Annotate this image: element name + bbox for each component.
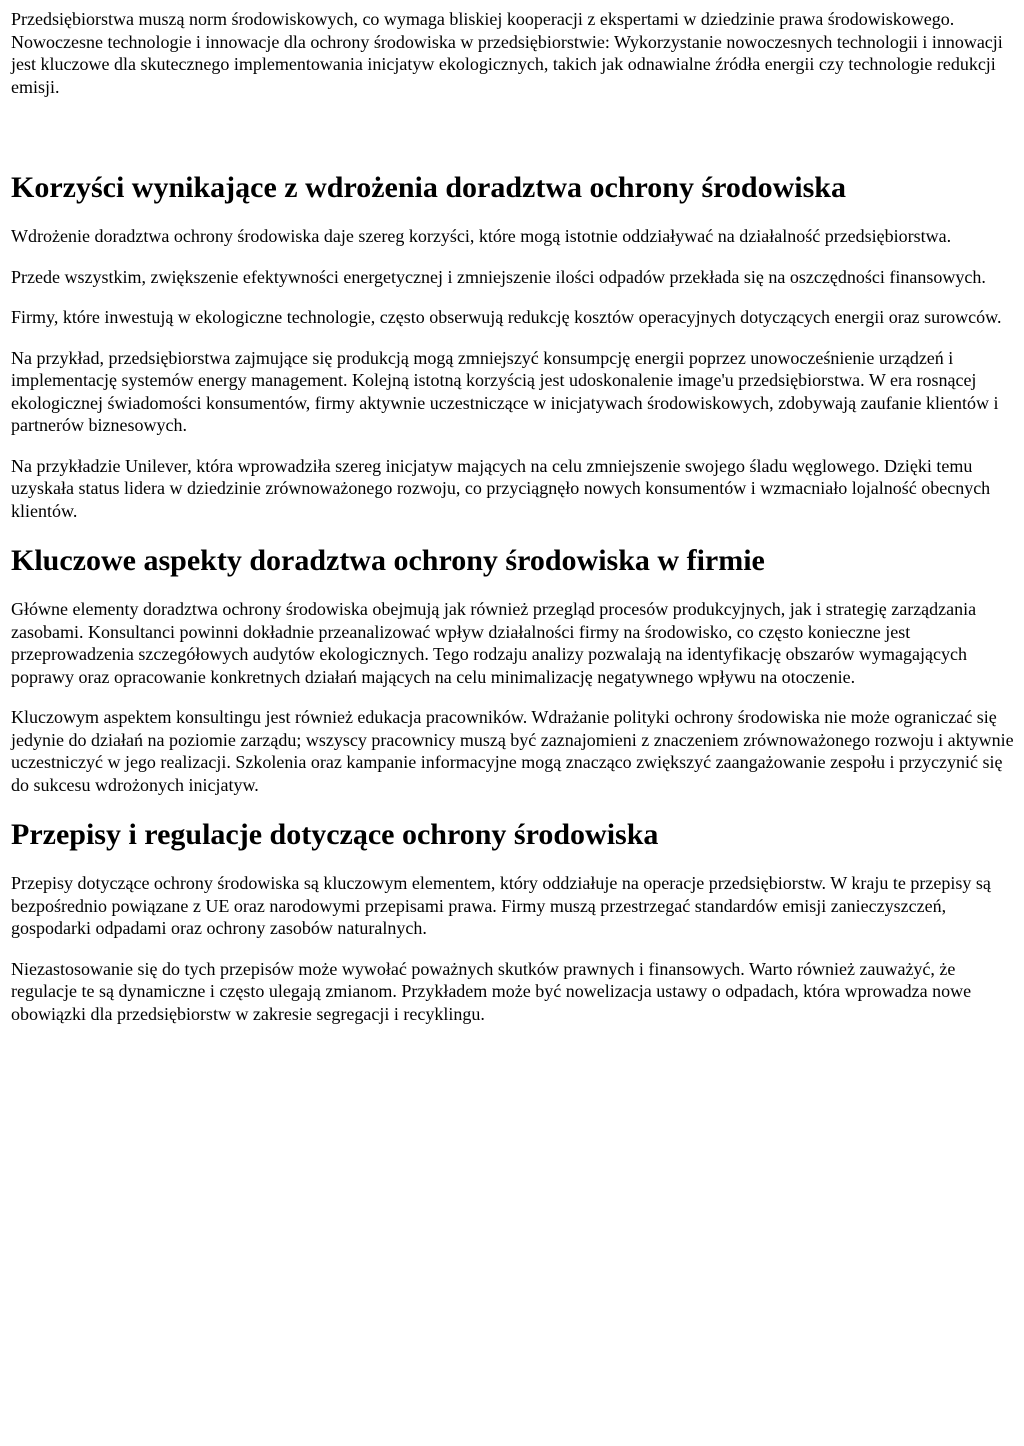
section-key-aspects [11,544,1014,796]
intro-paragraph: Przedsiębiorstwa muszą norm środowiskowych, co wymaga bliskiej kooperacji z ekspertami w dziedzinie prawa środowiskowego. Nowoczesne technologie i innowacje dla ochrony środowiska w przedsiębiorstwie: Wykorzystanie nowoczesnych technologii i innowacji jest kluczowe dla skutecznego implementowania inicjatyw ekologicznych, takich jak odnawialne źródła energii czy technologie redukcji emisji. [11,9,1003,97]
paragraph: Główne elementy doradztwa ochrony środowiska obejmują jak również przegląd procesów produkcyjnych, jak i strategię zarządzania zasobami. Konsultanci powinni dokładnie przeanalizować wpływ działalności firmy na środowisko, co często konieczne jest przeprowadzenia szczegółowych audytów ekologicznych. Tego rodzaju analizy pozwalają na identyfikację obszarów wymagających poprawy oraz opracowanie konkretnych działań mających na celu minimalizację negatywnego wpływu na otoczenie. [11,599,977,687]
paragraph: Na przykładzie Unilever, która wprowadziła szereg inicjatyw mających na celu zmniejszenie swojego śladu węglowego. Dzięki temu uzyskała status lidera w dziedzinie zrównoważonego rozwoju, co przyciągnęło nowych konsumentów i wzmacniało lojalność obecnych klientów. [11,455,991,521]
paragraph: Wdrożenie doradztwa ochrony środowiska daje szereg korzyści, które mogą istotnie oddziaływać na działalność przedsiębiorstwa. [11,226,952,246]
paragraph: Firmy, które inwestują w ekologiczne technologie, często obserwują redukcję kosztów operacyjnych dotyczących energii oraz surowców. [11,307,1002,327]
spacer [11,98,1014,171]
section-heading: Korzyści wynikające z wdrożenia doradztwa ochrony środowiska [11,171,846,204]
section-heading: Przepisy i regulacje dotyczące ochrony środowiska [11,818,659,851]
paragraph: Niezastosowanie się do tych przepisów może wywołać poważnych skutków prawnych i finansowych. Warto również zauważyć, że regulacje te są dynamiczne i często ulegają zmianom. Przykładem może być nowelizacja ustawy o odpadach, która wprowadza nowe obowiązki dla przedsiębiorstw w zakresie segregacji i recyklingu. [11,958,972,1024]
section-benefits [11,171,1014,522]
paragraph: Na przykład, przedsiębiorstwa zajmujące się produkcją mogą zmniejszyć konsumpcję energii poprzez unowocześnienie urządzeń i implementację systemów energy management. Kolejną istotną korzyścią jest udoskonalenie image'u przedsiębiorstwa. W era rosnącej ekologicznej świadomości konsumentów, firmy aktywnie uczestniczące w inicjatywach środowiskowych, zdobywają zaufanie klientów i partnerów biznesowych. [11,347,999,435]
paragraph: Przepisy dotyczące ochrony środowiska są kluczowym elementem, który oddziałuje na operacje przedsiębiorstw. W kraju te przepisy są bezpośrednio powiązane z UE oraz narodowymi przepisami prawa. Firmy muszą przestrzegać standardów emisji zanieczyszczeń, gospodarki odpadami oraz ochrony zasobów naturalnych. [11,873,991,938]
section-regulations [11,818,1014,1025]
paragraph: Kluczowym aspektem konsultingu jest również edukacja pracowników. Wdrażanie polityki ochrony środowiska nie może ograniczać się jedynie do działań na poziomie zarządu; wszyscy pracownicy muszą być zaznajomieni z znaczeniem zrównoważonego rozwoju i aktywnie uczestniczyć w jego realizacji. Szkolenia oraz kampanie informacyjne mogą znacząco zwiększyć zaangażowanie zespołu i przyczynić się do sukcesu wdrożonych inicjatyw. [11,707,1014,795]
section-heading: Kluczowe aspekty doradztwa ochrony środowiska w firmie [11,544,765,577]
paragraph: Przede wszystkim, zwiększenie efektywności energetycznej i zmniejszenie ilości odpadów przekłada się na oszczędności finansowych. [11,266,986,287]
